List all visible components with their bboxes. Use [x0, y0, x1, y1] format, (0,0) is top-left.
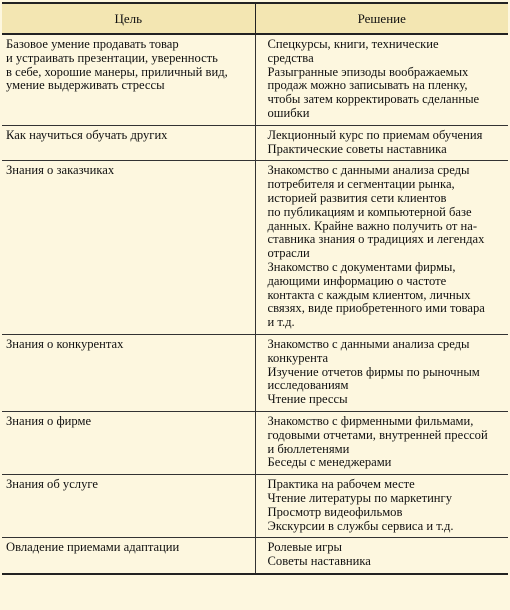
solution-line: данных. Крайне важно получить от на- [267, 218, 478, 233]
solution-line: и бюллетенями [267, 441, 350, 456]
solution-line: Чтение литературы по маркетингу [267, 490, 453, 505]
solution-line: Знакомство с документами фирмы, [267, 259, 456, 274]
solution-line: годовыми отчетами, внутренней прессой [267, 427, 488, 442]
goal-cell [2, 475, 255, 538]
solution-cell [255, 538, 508, 574]
goal-cell [2, 125, 255, 161]
solution-line: Советы наставника [267, 554, 371, 569]
header-goal: Цель [2, 3, 255, 34]
solution-line: Экскурсии в службы сервиса и т.д. [267, 518, 454, 533]
goal-line: Знания об услуге [6, 477, 98, 492]
table-row [2, 538, 508, 574]
solution-line: контакта с каждым клиентом, личных [267, 287, 471, 302]
solution-line: средства [267, 50, 314, 65]
goal-line: Знания о заказчиках [6, 163, 115, 178]
solution-line: ставника знания о традициях и легендах [267, 232, 485, 247]
solution-line: Лекционный курс по приемам обучения [267, 127, 483, 142]
solution-line: продаж можно записывать на пленку, [267, 78, 468, 93]
goal-cell [2, 161, 255, 335]
solution-line: историей развития сети клиентов [267, 190, 447, 205]
training-table [2, 2, 508, 575]
goal-line: Овладение приемами адаптации [6, 540, 180, 555]
table-row [2, 34, 508, 125]
solution-line: по публикациям и компьютерной базе [267, 204, 472, 219]
table-row [2, 475, 508, 538]
goal-line: Знания о фирме [6, 413, 92, 428]
goal-line: Как научиться обучать других [6, 127, 168, 142]
solution-line: чтобы затем корректировать сделанные [267, 92, 480, 107]
goal-cell [2, 334, 255, 411]
solution-line: Знакомство с данными анализа среды [267, 163, 470, 178]
table-row [2, 411, 508, 474]
solution-line: Знакомство с фирменными фильмами, [267, 413, 474, 428]
solution-line: Спецкурсы, книги, технические [267, 37, 439, 51]
solution-line: Беседы с менеджерами [267, 455, 392, 470]
table-row [2, 334, 508, 411]
goal-line: Базовое умение продавать товар [6, 37, 179, 51]
table-row [2, 125, 508, 161]
goal-cell [2, 538, 255, 574]
solution-cell [255, 161, 508, 335]
solution-cell [255, 334, 508, 411]
table-row [2, 161, 508, 335]
solution-cell [255, 125, 508, 161]
training-table-container [0, 2, 510, 610]
solution-line: дающими информацию о частоте [267, 273, 447, 288]
goal-line: Знания о конкурентах [6, 336, 124, 351]
solution-line: Практические советы наставника [267, 141, 447, 156]
solution-line: Разыгранные эпизоды воображаемых [267, 64, 469, 79]
goal-cell [2, 411, 255, 474]
table-header-row [2, 3, 508, 34]
solution-line: Просмотр видеофильмов [267, 504, 403, 519]
goal-line: в себе, хорошие манеры, приличный вид, [6, 64, 228, 79]
solution-line: конкурента [267, 350, 329, 365]
solution-line: исследованиям [267, 378, 349, 393]
solution-line: Ролевые игры [267, 540, 343, 555]
solution-cell [255, 475, 508, 538]
goal-line: и устраивать презентации, уверенность [6, 50, 218, 65]
header-solution: Решение [255, 3, 508, 34]
solution-line: ошибки [267, 105, 310, 120]
table-body [2, 34, 508, 574]
solution-line: Практика на рабочем месте [267, 477, 415, 492]
solution-line: Изучение отчетов фирмы по рыночным [267, 364, 480, 379]
goal-line: умение выдерживать стрессы [6, 78, 165, 93]
solution-line: связях, виде приобретенного ими товара [267, 301, 485, 316]
solution-line: потребителя и сегментации рынка, [267, 177, 455, 192]
solution-line: Знакомство с данными анализа среды [267, 336, 470, 351]
solution-cell [255, 34, 508, 125]
solution-line: Чтение прессы [267, 392, 348, 407]
solution-line: и т.д. [267, 315, 295, 330]
solution-cell [255, 411, 508, 474]
goal-cell [2, 34, 255, 125]
solution-line: отрасли [267, 246, 310, 261]
